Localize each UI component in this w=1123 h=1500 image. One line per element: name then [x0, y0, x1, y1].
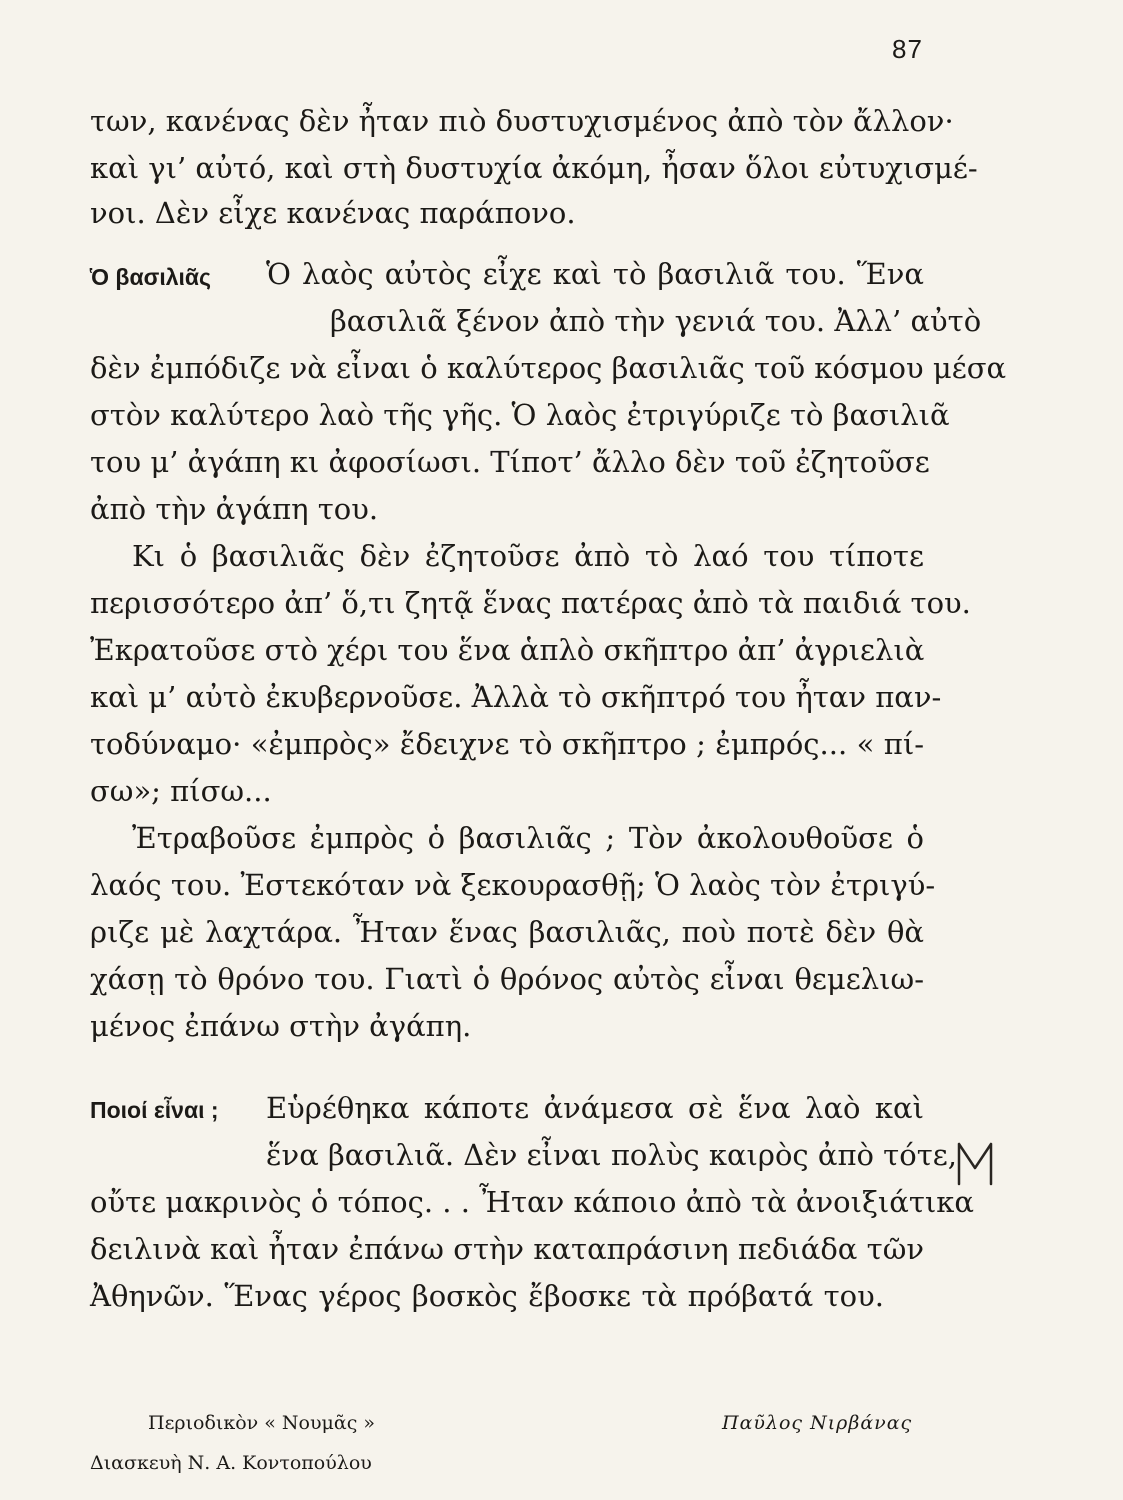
text-line: σω»; πίσω... — [90, 774, 272, 808]
text-line: καὶ γι’ αὐτό, καὶ στὴ δυστυχία ἀκόμη, ἦσαν ὅλοι εὐτυχισμέ- — [90, 151, 978, 185]
text-line: ἕνα βασιλιᾶ. Δὲν εἶναι πολὺς καιρὸς ἀπὸ τότε, — [266, 1138, 957, 1172]
text-line: Ὁ λαὸς αὐτὸς εἶχε καὶ τὸ βασιλιᾶ του. Ἕνα — [266, 257, 924, 291]
section-heading: Ὁ βασιλιᾶς — [90, 264, 211, 290]
text-line: Ἀθηνῶν. Ἕνας γέρος βοσκὸς ἔβοσκε τὰ πρόβατά του. — [90, 1279, 884, 1313]
text-line: δειλινὰ καὶ ἦταν ἐπάνω στὴν καταπράσινη πεδιάδα τῶν — [90, 1232, 924, 1266]
text-line: τοδύναμο· «ἐμπρὸς» ἔδειχνε τὸ σκῆπτρο ; ἐμπρός... « πί- — [90, 727, 924, 761]
handwritten-mark — [955, 1140, 995, 1186]
text-line: βασιλιᾶ ξένον ἀπὸ τὴν γενιά του. Ἀλλ’ αὐτὸ — [330, 304, 982, 338]
text-line: νοι. Δὲν εἶχε κανένας παράπονο. — [90, 196, 576, 230]
text-line: των, κανένας δὲν ἦταν πιὸ δυστυχισμένος ἀπὸ τὸν ἄλλον· — [90, 104, 954, 138]
text-line: λαός του. Ἐστεκόταν νὰ ξεκουρασθῇ; Ὁ λαὸς τὸν ἐτριγύ- — [90, 868, 936, 902]
text-line: του μ’ ἀγάπη κι ἀφοσίωσι. Τίποτ’ ἄλλο δὲν τοῦ ἐζητοῦσε — [90, 445, 930, 479]
text-line: Εὑρέθηκα κάποτε ἀνάμεσα σὲ ἕνα λαὸ καὶ — [266, 1091, 924, 1125]
footer-source: Περιοδικὸν « Νουμᾶς » — [148, 1412, 376, 1434]
text-line: οὔτε μακρινὸς ὁ τόπος. . . Ἦταν κάποιο ἀπὸ τὰ ἀνοιξιάτικα — [90, 1185, 974, 1219]
text-line: καὶ μ’ αὐτὸ ἐκυβερνοῦσε. Ἀλλὰ τὸ σκῆπτρό του ἦταν παν- — [90, 680, 942, 714]
text-line: περισσότερο ἀπ’ ὅ,τι ζητᾷ ἕνας πατέρας ἀπὸ τὰ παιδιά του. — [90, 586, 971, 620]
text-line: χάσῃ τὸ θρόνο του. Γιατὶ ὁ θρόνος αὐτὸς εἶναι θεμελιω- — [90, 962, 924, 996]
footer-author: Παῦλος Νιρβάνας — [722, 1412, 913, 1434]
text-line: στὸν καλύτερο λαὸ τῆς γῆς. Ὁ λαὸς ἐτριγύριζε τὸ βασιλιᾶ — [90, 398, 950, 432]
page-number: 87 — [892, 34, 923, 64]
text-line: δὲν ἐμπόδιζε νὰ εἶναι ὁ καλύτερος βασιλιᾶς τοῦ κόσμου μέσα — [90, 351, 1007, 385]
text-line: ριζε μὲ λαχτάρα. Ἦταν ἕνας βασιλιᾶς, ποὺ ποτὲ δὲν θὰ — [90, 915, 924, 949]
footer-adaptation: Διασκευὴ Ν. Α. Κοντοπούλου — [90, 1452, 372, 1474]
text-line: Ἐτραβοῦσε ἐμπρὸς ὁ βασιλιᾶς ; Τὸν ἀκολουθοῦσε ὁ — [132, 821, 924, 855]
text-line: Κι ὁ βασιλιᾶς δὲν ἐζητοῦσε ἀπὸ τὸ λαό του τίποτε — [132, 539, 924, 573]
text-line: Ἐκρατοῦσε στὸ χέρι του ἕνα ἁπλὸ σκῆπτρο ἀπ’ ἀγριελιὰ — [90, 633, 925, 667]
section-heading: Ποιοί εἶναι ; — [90, 1097, 219, 1123]
text-line: μένος ἐπάνω στὴν ἀγάπη. — [90, 1009, 472, 1043]
text-line: ἀπὸ τὴν ἀγάπη του. — [90, 492, 379, 526]
